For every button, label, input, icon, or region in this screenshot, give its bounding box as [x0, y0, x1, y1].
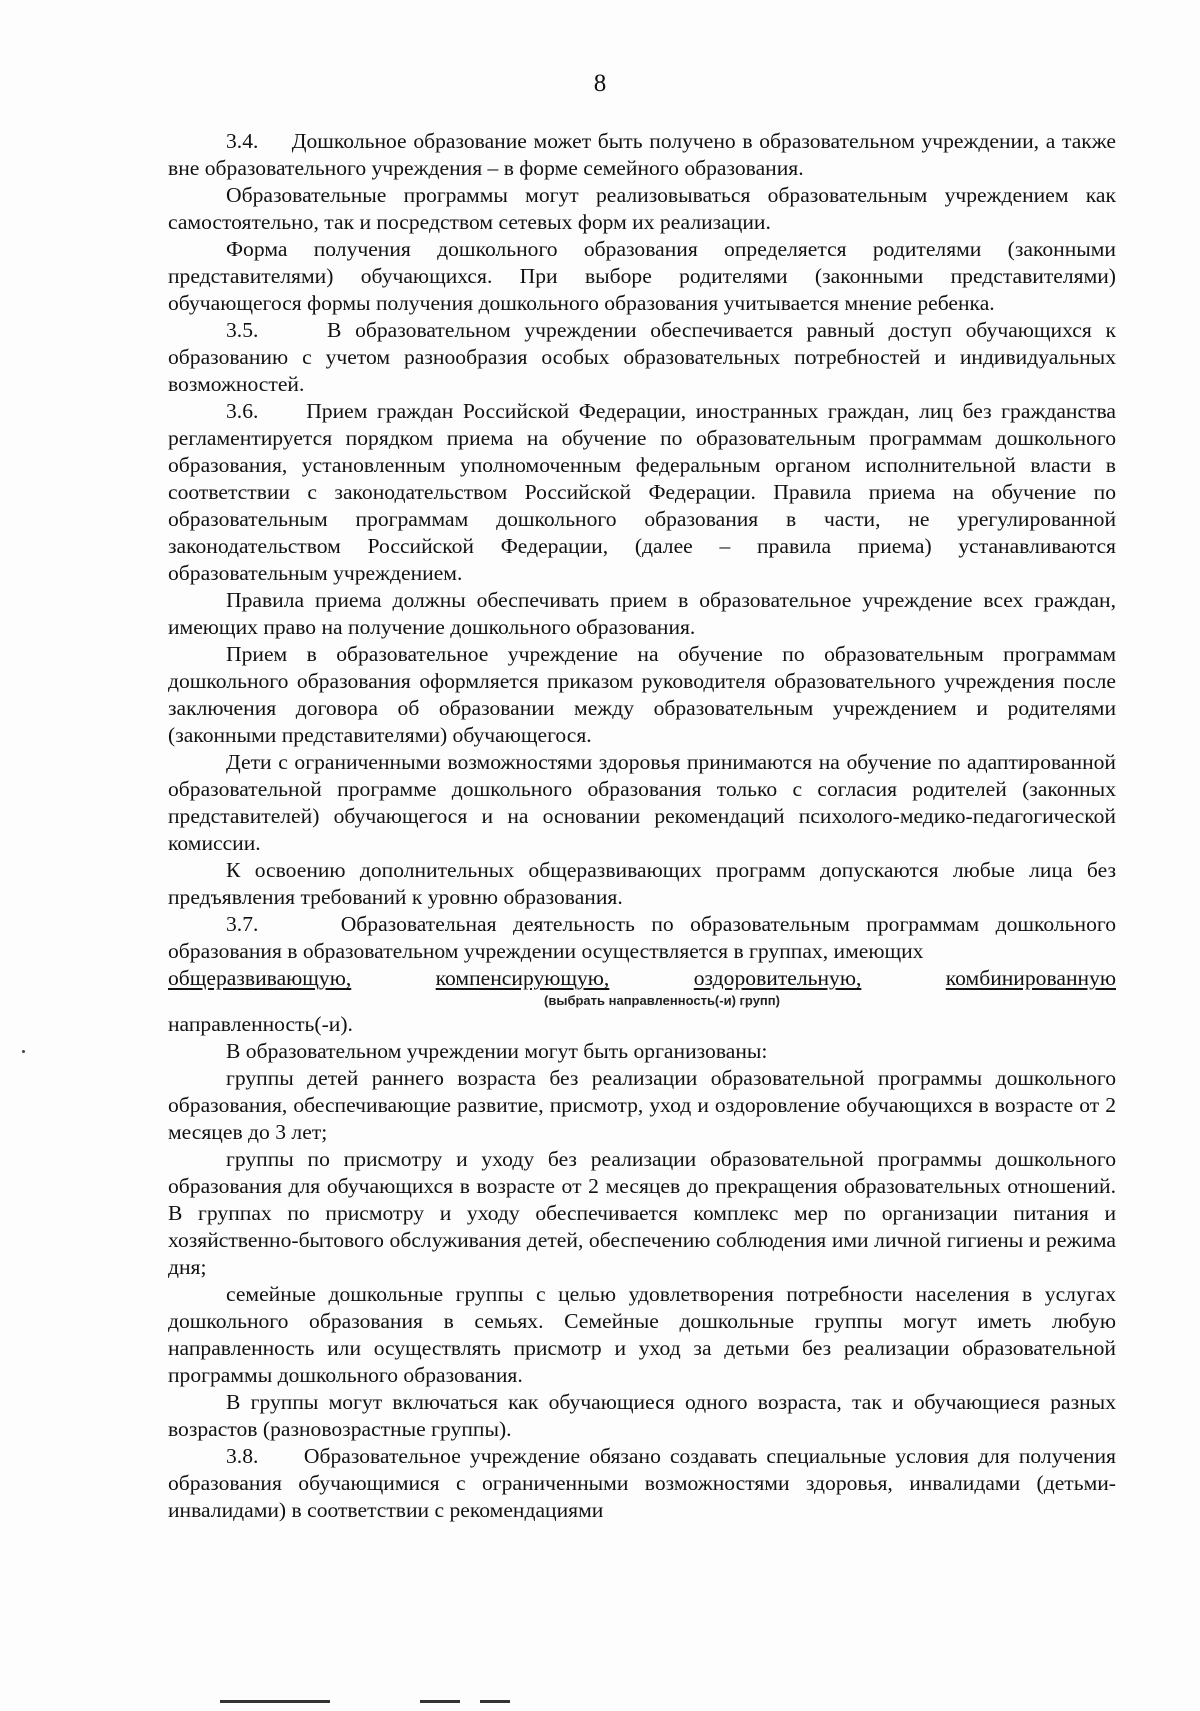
orientation-hint: (выбрать направленность(-и) групп) [544, 993, 780, 1008]
orientation-tail: направленность(-и). [168, 1012, 353, 1036]
orientation-option: оздоровительную, [693, 966, 862, 990]
paragraph-admission-rules: Правила приема должны обеспечивать прием в образовательное учреждение всех граждан, имеющих право на получение дошкольного образования. [168, 588, 1116, 639]
scan-speck [22, 1050, 25, 1053]
orientation-option: комбинированную [945, 966, 1116, 990]
orientation-option: компенсирующую, [435, 966, 610, 990]
paragraph-3-5: 3.5. В образовательном учреждении обеспечивается равный доступ обучающихся к образованию с учетом разнообразия особых образовательных потребностей и индивидуальных возможностей. [168, 318, 1116, 396]
paragraph-care-groups: группы по присмотру и уходу без реализации образовательной программы дошкольного образования для обучающихся в возрасте от 2 месяцев до прекращения образовательных отношений. В группах по присмотру и уходу обеспечивается комплекс мер по организации питания и хозяйственно-бытового обслуживания детей, обеспечению соблюдения ими личной гигиены и режима дня; [168, 1147, 1116, 1279]
paragraph-3-6: 3.6. Прием граждан Российской Федерации, иностранных граждан, лиц без гражданства регламентируется порядком приема на обучение по образовательным программам дошкольного образования, установленным уполномоченным федеральным органом исполнительной власти в соответствии с законодательством Российской Федерации. Правила приема на обучение по образовательным программам дошкольного образования в части, не урегулированной законодательством Российской Федерации, (далее – правила приема) устанавливаются образовательным учреждением. [168, 399, 1116, 585]
page-number: 8 [593, 70, 607, 97]
scan-edge-mark [220, 1700, 330, 1703]
paragraph-3-7: 3.7. Образовательная деятельность по образовательным программам дошкольного образования в образовательном учреждении осуществляется в группах, имеющих [168, 912, 1116, 963]
paragraph-disabled-children: Дети с ограниченными возможностями здоровья принимаются на обучение по адаптированной образовательной программе дошкольного образования только с согласия родителей (законных представителей) обучающегося и на основании рекомендаций психолого-медико-педагогической комиссии. [168, 750, 1116, 855]
paragraph-additional-programs: К освоению дополнительных общеразвивающих программ допускаются любые лица без предъявления требований к уровню образования. [168, 858, 1116, 909]
scan-edge-mark [420, 1700, 460, 1703]
scan-edge-mark [480, 1700, 510, 1703]
paragraph-form-of-education: Форма получения дошкольного образования определяется родителями (законными представителями) обучающихся. При выборе родителями (законными представителями) обучающегося формы получения дошкольного образования учитывается мнение ребенка. [168, 237, 1116, 315]
paragraph-early-age-groups: группы детей раннего возраста без реализации образовательной программы дошкольного образования, обеспечивающие развитие, присмотр, уход и оздоровление обучающихся в возрасте от 2 месяцев до 3 лет; [168, 1066, 1116, 1144]
orientation-option: общеразвивающую, [168, 966, 352, 990]
paragraph-family-groups: семейные дошкольные группы с целью удовлетворения потребности населения в услугах дошкольного образования в семьях. Семейные дошкольные группы могут иметь любую направленность или осуществлять присмотр и уход за детьми без реализации образовательной программы дошкольного образования. [168, 1282, 1116, 1387]
paragraph-groups-intro: В образовательном учреждении могут быть организованы: [226, 1039, 768, 1063]
scan-edge-marks [220, 1700, 720, 1706]
paragraph-admission-order: Прием в образовательное учреждение на обучение по образовательным программам дошкольного образования оформляется приказом руководителя образовательного учреждения после заключения договора об образовании между образовательным учреждением и родителями (законными представителями) обучающегося. [168, 642, 1116, 747]
document-body [168, 128, 1116, 1524]
paragraph-programs-network: Образовательные программы могут реализовываться образовательным учреждением как самостоятельно, так и посредством сетевых форм их реализации. [168, 183, 1116, 234]
paragraph-3-4: 3.4. Дошкольное образование может быть получено в образовательном учреждении, а также вне образовательного учреждения – в форме семейного образования. [168, 129, 1116, 180]
paragraph-3-8: 3.8. Образовательное учреждение обязано создавать специальные условия для получения образования обучающимися с ограниченными возможностями здоровья, инвалидами (детьми-инвалидами) в соответствии с рекомендациями [168, 1444, 1116, 1522]
orientation-options-line [168, 965, 1116, 992]
paragraph-mixed-age-groups: В группы могут включаться как обучающиеся одного возраста, так и обучающиеся разных возрастов (разновозрастные группы). [168, 1390, 1116, 1441]
